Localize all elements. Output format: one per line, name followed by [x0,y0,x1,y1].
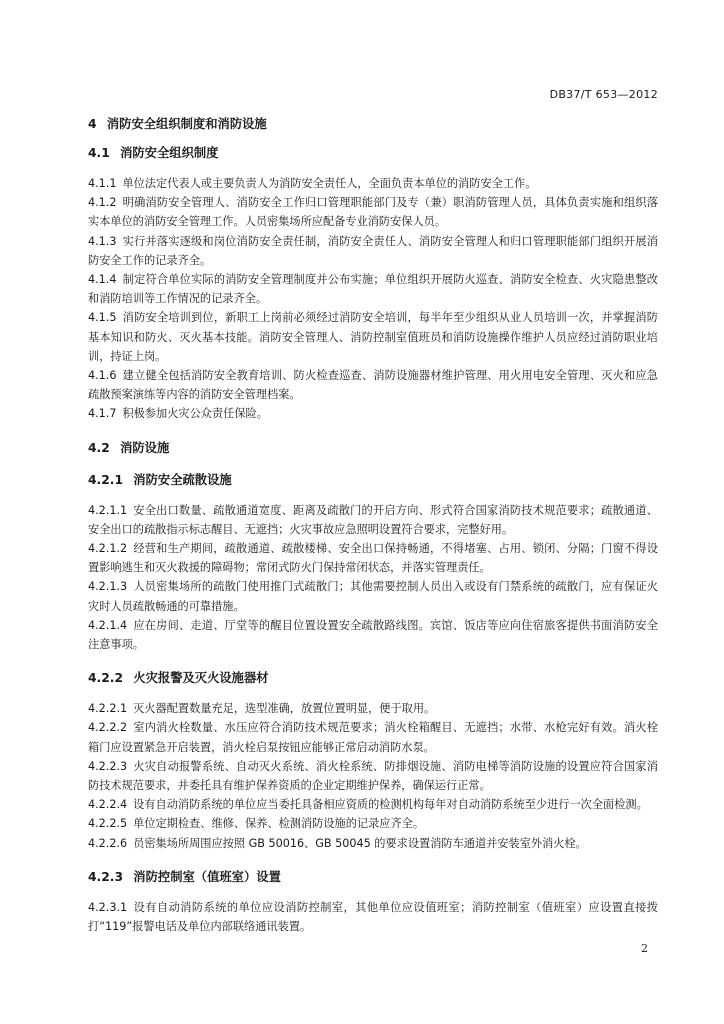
clause-paragraph [88,814,658,833]
clause-text: 设有自动消防系统的单位应设消防控制室，其他单位应设值班室；消防控制室（值班室）应设置直接拨打“119”报警电话及单位内部联络通讯装置。 [88,900,658,934]
clause-number: 4.2.2.1 [88,702,128,716]
clause-text: 设有自动消防系统的单位应当委托具备相应资质的检测机构每年对自动消防系统至少进行一次全面检测。 [133,798,648,812]
clause-paragraph [88,834,658,853]
clause-text: 建立健全包括消防安全教育培训、防火检查巡查、消防设施器材维护管理、用火用电安全管理、灭火和应急疏散预案演练等内容的消防安全管理档案。 [88,369,658,402]
document-code: DB37/T 653—2012 [549,88,658,101]
subsection-title: 消防设施 [120,440,170,455]
section-title: 消防安全组织制度和消防设施 [106,117,267,131]
clause-number: 4.2.1.1 [88,503,128,517]
clause-number: 4.2.1.4 [88,618,128,632]
subsubsection-number: 4.2.2 [88,671,124,686]
clause-number: 4.1.1 [88,177,117,190]
subsubsection-heading [88,670,658,686]
document-body [88,116,658,936]
clause-number: 4.1.4 [88,273,117,287]
clause-text: 灭火器配置数量充足，选型准确，放置位置明显，便于取用。 [133,702,436,716]
clause-text: 应在房间、走道、厅堂等的醒目位置设置安全疏散路线图。宾馆、饭店等应向住宿旅客提供书面消防安全注意事项。 [88,618,658,652]
clause-paragraph [88,898,658,936]
clause-number: 4.2.1.2 [88,542,128,556]
page-number: 2 [641,942,648,955]
clause-paragraph [88,270,658,308]
clause-paragraph [88,539,658,577]
clause-text: 实行并落实逐级和岗位消防安全责任制，消防安全责任人、消防安全管理人和归口管理职能部门组织开展消防安全工作的记录齐全。 [88,234,658,267]
clause-number: 4.1.5 [88,311,117,325]
clause-text: 积极参加火灾公众责任保险。 [122,407,268,421]
clause-text: 明确消防安全管理人、消防安全工作归口管理职能部门及专（兼）职消防管理人员，具体负责实施和组织落实本单位的消防安全管理工作。人员密集场所应配备专业消防安保人员。 [88,196,658,229]
subsubsection-title: 消防安全疏散设施 [133,472,232,487]
clause-number: 4.2.2.5 [88,817,128,831]
clause-number: 4.2.1.3 [88,580,128,594]
clause-text: 制定符合单位实际的消防安全管理制度并公布实施；单位组织开展防火巡查、消防安全检查、火灾隐患整改和消防培训等工作情况的记录齐全。 [88,273,658,306]
clause-text: 消防安全培训到位，新职工上岗前必须经过消防安全培训，每半年至少组织从业人员培训一次，并掌握消防基本知识和防火、灭火基本技能。消防安全管理人、消防控制室值班员和消防设施操作维护人员应经过消防职业培训，持证上岗。 [88,311,658,363]
clause-text: 人员密集场所的疏散门使用推门式疏散门；其他需要控制人员出入或设有门禁系统的疏散门，应有保证火灾时人员疏散畅通的可靠措施。 [88,580,658,613]
subsection-number: 4.2 [88,440,110,455]
clause-number: 4.2.2.6 [88,836,128,850]
clause-number: 4.1.3 [88,234,117,248]
clause-text: 经营和生产期间，疏散通道、疏散楼梯、安全出口保持畅通，不得堵塞、占用、锁闭、分隔；门窗不得设置影响逃生和灭火救援的障碍物；常闭式防火门保持常闭状态，并落实管理责任。 [88,542,658,575]
clause-text: 单位定期检查、维修、保养、检测消防设施的记录应齐全。 [133,817,425,831]
clause-paragraph [88,193,658,231]
clause-number: 4.2.2.2 [88,721,128,735]
clause-paragraph [88,718,658,756]
clause-paragraph [88,404,658,423]
clause-paragraph [88,699,658,718]
subsubsection-title: 火灾报警及灭火设施器材 [133,671,269,686]
clause-paragraph [88,577,658,615]
clause-text: 员密集场所周围应按照 GB 50016、GB 50045 的要求设置消防车通道并安装室外消火栓。 [133,836,587,850]
clause-text: 火灾自动报警系统、自动灭火系统、消火栓系统、防排烟设施、消防电梯等消防设施的设置应符合国家消防技术规范要求，并委托具有维护保养资质的企业定期维护保养，确保运行正常。 [88,759,658,793]
clause-list [88,174,658,424]
section-number: 4 [88,117,97,131]
subsubsection-title: 消防控制室（值班室）设置 [133,869,281,884]
clause-number: 4.1.2 [88,196,117,210]
clause-paragraph [88,795,658,814]
clause-number: 4.2.3.1 [88,900,128,914]
subsection-title: 消防安全组织制度 [120,146,219,160]
subsection-number: 4.1 [88,146,110,160]
clause-paragraph [88,174,658,193]
clause-number: 4.2.2.4 [88,798,128,812]
subsubsection-number: 4.2.1 [88,472,124,487]
clause-text: 单位法定代表人或主要负责人为消防安全责任人，全面负责本单位的消防安全工作。 [122,177,537,190]
clause-paragraph [88,501,658,539]
clause-list [88,501,658,655]
clause-paragraph [88,308,658,366]
clause-list [88,898,658,936]
clause-paragraph [88,757,658,795]
clause-paragraph [88,232,658,270]
clause-number: 4.1.6 [88,369,117,383]
clause-text: 安全出口数量、疏散通道宽度、距离及疏散门的开启方向、形式符合国家消防技术规范要求；疏散通道、安全出口的疏散指示标志醒目、无遮挡；火灾事故应急照明设置符合要求，完整好用。 [88,503,658,536]
subsection-heading [88,145,658,161]
subsubsection-heading [88,869,658,885]
clause-paragraph [88,366,658,404]
subsection-heading [88,440,658,456]
clause-number: 4.2.2.3 [88,759,128,773]
clause-list [88,699,658,853]
clause-number: 4.1.7 [88,407,117,421]
subsubsection-heading [88,472,658,488]
clause-paragraph [88,616,658,654]
subsubsection-number: 4.2.3 [88,869,124,884]
section-heading [88,116,658,132]
clause-text: 室内消火栓数量、水压应符合消防技术规范要求；消火栓箱醒目、无遮挡；水带、水枪完好有效。消火栓箱门应设置紧急开启装置，消火栓启泵按钮应能够正常启动消防水泵。 [88,721,658,754]
